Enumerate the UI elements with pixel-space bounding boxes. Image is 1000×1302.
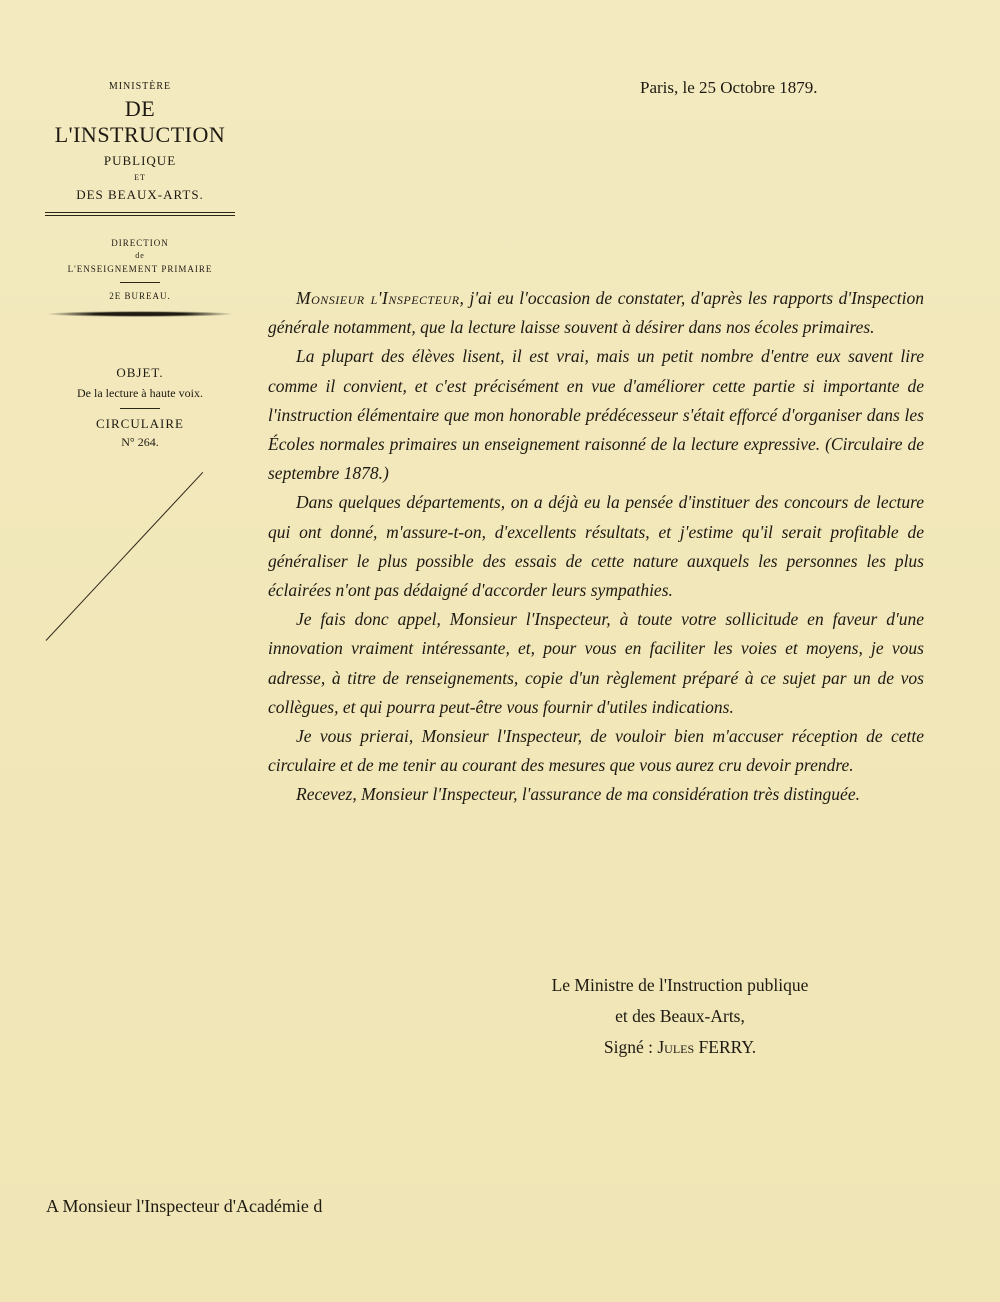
paragraph-4: Je fais donc appel, Monsieur l'Inspecteur, à toute votre sollicitude en faveur d'une innovation vraiment intéressante, et, pour vous en faciliter les voies et moyens, je vous adresse, à titre de renseignements, copie d'un règlement préparé à ce sujet par un de vos collègues, et qui pourra peut-être vous fournir d'utiles indications. xyxy=(268,609,924,717)
recipient-address: A Monsieur l'Inspecteur d'Académie d xyxy=(46,1196,323,1216)
ministry-name: DE L'INSTRUCTION xyxy=(54,96,226,147)
signe-label: Signé : xyxy=(603,1037,653,1057)
margin-slash-mark xyxy=(46,472,204,641)
circulaire-number: N° 264. xyxy=(121,435,159,449)
direction-block xyxy=(40,236,240,317)
signature-line-2: et des Beaux-Arts, xyxy=(615,1006,745,1026)
objet-text: De la lecture à haute voix. xyxy=(77,386,203,400)
direction-de: de xyxy=(135,251,145,260)
circulaire-title: CIRCULAIRE xyxy=(96,416,184,431)
paragraph-1 xyxy=(268,284,924,342)
ministry-name-line5: DES BEAUX-ARTS. xyxy=(76,187,204,202)
signatory-first-name: Jules xyxy=(657,1037,695,1057)
direction-name: L'ENSEIGNEMENT PRIMAIRE xyxy=(67,264,213,274)
direction-label: DIRECTION xyxy=(111,238,169,248)
ministry-name-line3: PUBLIQUE xyxy=(103,153,177,168)
ministry-header xyxy=(40,80,240,216)
signature-line-3 xyxy=(480,1032,880,1063)
bureau-label: 2E BUREAU. xyxy=(109,291,171,301)
ornamental-divider xyxy=(45,311,235,317)
signature-line-1: Le Ministre de l'Instruction publique xyxy=(551,975,809,995)
paragraph-6: Recevez, Monsieur l'Inspecteur, l'assurance de ma considération très distinguée. xyxy=(296,784,860,805)
signature-block xyxy=(480,970,880,1063)
letter-body xyxy=(268,284,924,810)
objet-block xyxy=(40,364,240,451)
ministry-label: MINISTÈRE xyxy=(108,81,172,92)
letter-date: Paris, le 25 Octobre 1879. xyxy=(640,78,818,97)
signatory-last-name: FERRY. xyxy=(698,1037,757,1057)
objet-title: OBJET. xyxy=(116,365,164,380)
ministry-name-line4: ET xyxy=(134,173,146,182)
paragraph-1-text: , j'ai eu l'occasion de constater, d'après les rapports d'Inspection générale notamment, que la lecture laisse souvent à désirer dans nos écoles primaires. xyxy=(268,288,925,338)
paragraph-2: La plupart des élèves lisent, il est vrai, mais un petit nombre d'entre eux savent lire comme il convient, et c'est précisément en vue d'améliorer cette partie si importante de l'instruction élémentaire que mon honorable prédécesseur s'était efforcé d'organiser dans les Écoles normales primaires un enseignement raisonné de la lecture expressive. (Circulaire de septembre 1878.) xyxy=(268,346,924,484)
salutation: Monsieur l'Inspecteur xyxy=(296,288,460,308)
objet-divider xyxy=(120,408,160,409)
paragraph-3: Dans quelques départements, on a déjà eu la pensée d'instituer des concours de lecture qui ont donné, m'assure-t-on, d'excellents résultats, et j'estime qu'il serait profitable de généraliser le plus possible des essais de cette nature auxquels les personnes les plus éclairées n'ont pas dédaigné d'accorder leurs sympathies. xyxy=(268,492,924,601)
direction-divider xyxy=(120,282,160,283)
paragraph-5: Je vous prierai, Monsieur l'Inspecteur, de vouloir bien m'accuser réception de cette circulaire et de me tenir au courant des mesures que vous aurez cru devoir prendre. xyxy=(268,726,924,776)
header-divider xyxy=(45,212,235,216)
